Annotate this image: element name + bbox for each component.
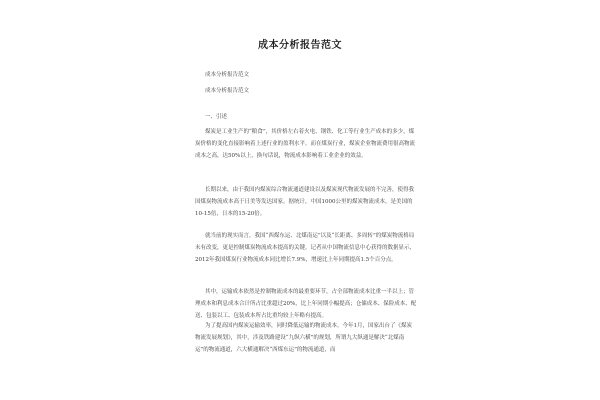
body-paragraph: 为了提高国内煤炭运输效率，同时降低运输的物流成本。今年1月，国家出台了《煤炭物流发展规划》，其中，涉及铁路建设“九纵六横”的规划，所谓九大纵通是解决“北煤南运”的物流通道，六大横通解决“西煤东运”的物流通道，而 bbox=[195, 323, 413, 353]
body-paragraph: 就当前的现实而言，我国“西煤东运、北煤南运”以及“长距离、多周转”的煤炭物流格局未有改变，更是控制煤炭物流成本提高的关键。记者从中国物流信息中心获得的数据显示，2012年我国煤炭行业物流成本同比增长7.9%，增速比上年同期提高1.5个百分点。 bbox=[195, 233, 416, 263]
document-subtitle: 成本分析报告范文 bbox=[205, 72, 250, 78]
body-paragraph: 煤炭是工业生产的“粮食”，其价格左右着火电、钢铁、化工等行业生产成本的多少，煤炭价格的变化直接影响着上述行业的盈利水平。而在煤炭行业，煤炭企业物流费用很高物流成本之高，达50%以上，换句话说，物流成本影响着工业企业的效益。 bbox=[195, 129, 416, 159]
document-subtitle: 成本分析报告范文 bbox=[205, 88, 250, 94]
document-title: 成本分析报告范文 bbox=[258, 40, 342, 51]
section-heading: 一、引述 bbox=[205, 114, 228, 120]
body-paragraph: 长期以来，由于我国内煤炭综合物流通道建设以及煤炭现代物流发展的不完善，使得我国煤炭物流成本高于日美等发达国家。据统计，中国1000公里的煤炭物流成本，是美国的10-15倍，日本的15-20倍。 bbox=[195, 187, 415, 217]
body-paragraph: 其中，运输成本依然是控制物流成本的最重要环节，占全部物流成本比重一半以上；管理成本和利息成本合计所占比重超过20%，比上年同期小幅提高；仓储成本、保险成本、配送、包装以工、包装成本所占比重均较上年略有提高。 bbox=[195, 289, 417, 319]
